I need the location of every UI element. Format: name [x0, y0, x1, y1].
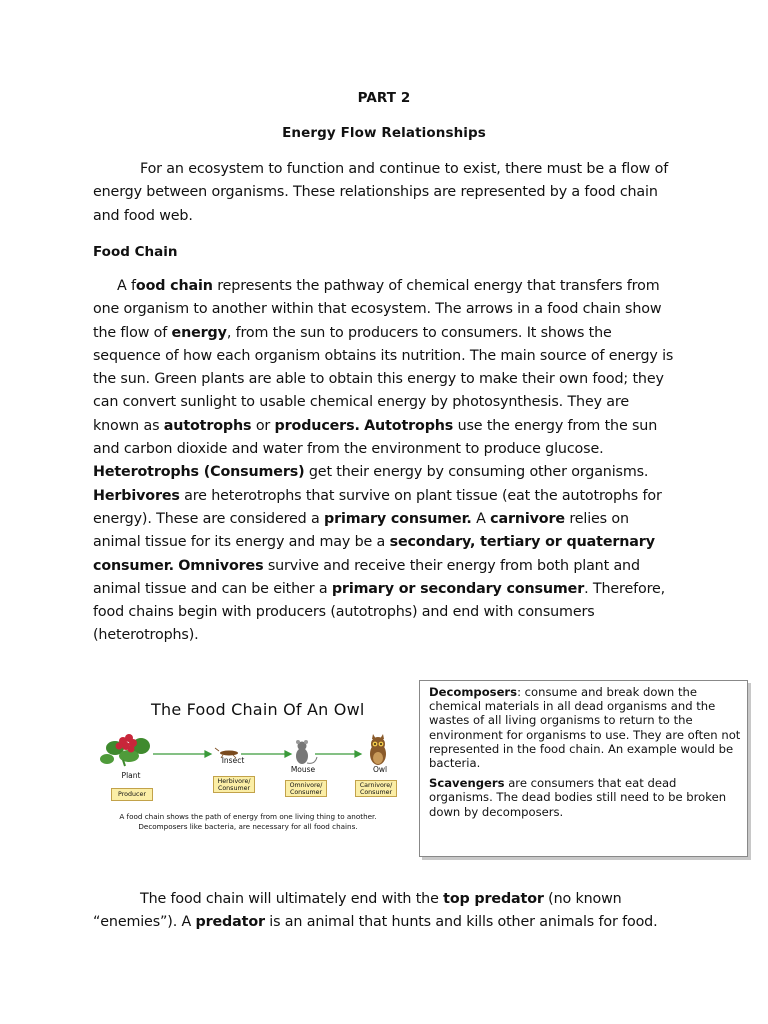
arrow-mouse-owl-head	[355, 751, 361, 757]
node-role-plant: Producer	[111, 788, 153, 801]
node-label-insect: Insect	[221, 756, 245, 765]
node-role-owl: Carnivore/ Consumer	[355, 780, 397, 797]
part-heading: PART 2	[357, 90, 411, 106]
scavengers-definition: Scavengers are consumers that eat dead organisms. The dead bodies still need to be broken down by decomposers.	[429, 776, 727, 819]
node-role-mouse: Omnivore/ Consumer	[285, 780, 327, 797]
mouse-icon	[296, 740, 317, 764]
predator-paragraph: The food chain will ultimately end with the top predator (no known “enemies”). A predator is an animal that hunts and kills other animals for food.	[93, 891, 658, 931]
plant-icon	[100, 734, 150, 766]
food-chain-heading: Food Chain	[93, 244, 178, 260]
caption-line-1: A food chain shows the path of energy from one living thing to another.	[119, 812, 377, 821]
node-label-mouse: Mouse	[290, 765, 316, 774]
food-chain-figure	[93, 664, 403, 844]
decomposers-definition: Decomposers: consume and break down the chemical materials in all dead organisms and the wastes of all living organisms to return to the environment for organisms to use. They are often not represented in the food chain. An example would be bacteria.	[429, 685, 741, 771]
node-role-insect: Herbivore/ Consumer	[213, 776, 255, 793]
owl-icon	[370, 734, 386, 765]
figure-title: The Food Chain Of An Owl	[151, 700, 365, 719]
arrow-insect-mouse-head	[285, 751, 291, 757]
node-label-owl: Owl	[372, 765, 388, 774]
section-title: Energy Flow Relationships	[282, 125, 486, 141]
food-chain-paragraph: A food chain represents the pathway of chemical energy that transfers from one organism to another within that ecosystem. The arrows in a food chain show the flow of energy, from the sun to producers to consumers. It shows the sequence of how each organism obtains its nutrition. The main source of energy is the sun. Green plants are able to obtain this energy to make their own food; they can convert sunlight to usable chemical energy by photosynthesis. They are known as autotrophs or producers. Autotrophs use the energy from the sun and carbon dioxide and water from the environment to produce glucose. Heterotrophs (Consumers) get their energy by consuming other organisms. Herbivores are heterotrophs that survive on plant tissue (eat the autotrophs for energy). These are considered a primary consumer. A carnivore relies on animal tissue for its energy and may be a secondary, tertiary or quaternary consumer. Omnivores survive and receive their energy from both plant and animal tissue and can be either a primary or secondary consumer. Therefore, food chains begin with producers (autotrophs) and end with consumers (heterotrophs).	[93, 278, 674, 644]
decomposers-scavengers-box	[419, 680, 748, 857]
intro-paragraph: For an ecosystem to function and continue to exist, there must be a flow of energy between organisms. These relationships are represented by a food chain and food web.	[93, 161, 669, 224]
node-label-plant: Plant	[121, 771, 141, 780]
caption-line-2: Decomposers like bacteria, are necessary for all food chains.	[138, 822, 358, 831]
arrow-plant-insect-head	[205, 751, 211, 757]
figure-caption	[93, 812, 403, 832]
